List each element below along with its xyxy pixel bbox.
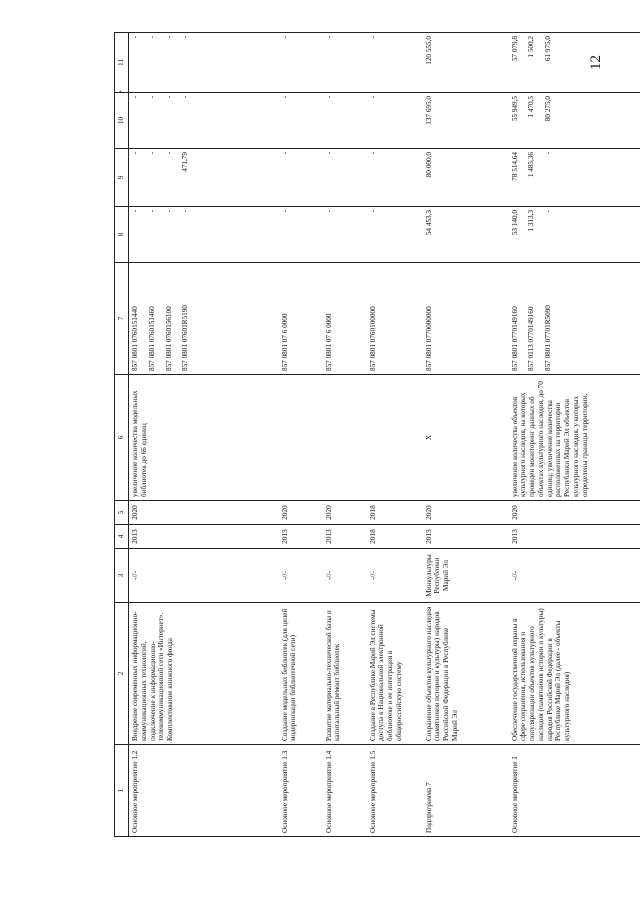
cell-c7 xyxy=(323,263,367,375)
cell-c1: Основное мероприятие 1 xyxy=(509,745,640,837)
cell-value: - xyxy=(164,152,173,155)
cell-value: - xyxy=(131,152,139,155)
cell-value: - xyxy=(131,210,139,213)
cell-value: 1 500,2 xyxy=(527,36,536,58)
cell-value: 857 0801 0760156100 xyxy=(164,306,173,371)
cell-c10 xyxy=(129,93,279,149)
cell-c3: -//- xyxy=(367,549,423,603)
cell-value: - xyxy=(131,36,139,39)
cell-value: 120 555,0 xyxy=(424,36,433,65)
cell-c6 xyxy=(367,375,423,501)
cell-value: - xyxy=(181,210,190,213)
cell-c1: Основное мероприятие 1.2 xyxy=(129,745,279,837)
cell-value: - xyxy=(280,152,289,155)
cell-c10 xyxy=(509,93,640,149)
page-mark: . xyxy=(119,84,122,95)
table-row xyxy=(509,33,640,837)
cell-value: - xyxy=(368,210,377,213)
cell-c9 xyxy=(423,149,509,207)
cell-value: - xyxy=(368,152,377,155)
cell-value: 54 453,3 xyxy=(424,210,433,236)
column-header: 10 xyxy=(115,93,129,149)
table-row xyxy=(129,33,279,837)
cell-c6 xyxy=(279,375,323,501)
cell-c4: 2013 xyxy=(279,525,323,549)
cell-c7 xyxy=(367,263,423,375)
cell-value: 57 079,8 xyxy=(510,36,519,62)
cell-value: 78 514,64 xyxy=(510,152,519,181)
cell-c2: Внедрение современных информационно-коммуникационных технологий, подключение к информационно-телекоммуникационной сети «Интернет». Комплектование книжного фонда xyxy=(129,603,279,745)
cell-c9 xyxy=(323,149,367,207)
cell-c7 xyxy=(279,263,323,375)
column-number-row xyxy=(115,33,129,837)
cell-value: - xyxy=(164,36,173,39)
cell-c3: -//- xyxy=(323,549,367,603)
cell-value: 61 975,0 xyxy=(544,36,553,62)
cell-value: - xyxy=(181,36,190,39)
cell-c6 xyxy=(323,375,367,501)
cell-value: - xyxy=(164,96,173,99)
cell-c10 xyxy=(279,93,323,149)
cell-value: 857 0801 0770000000 xyxy=(424,306,433,371)
cell-value: - xyxy=(147,96,156,99)
cell-value: - xyxy=(324,36,333,39)
cell-value: 857 0801 0770149160 xyxy=(510,306,519,371)
cell-value: 55 949,5 xyxy=(510,96,519,122)
cell-c6: Х xyxy=(423,375,509,501)
cell-c10 xyxy=(367,93,423,149)
cell-c4: 2013 xyxy=(323,525,367,549)
cell-value: - xyxy=(147,152,156,155)
cell-c11 xyxy=(129,33,279,93)
cell-value: - xyxy=(181,96,190,99)
cell-c9 xyxy=(367,149,423,207)
cell-c11 xyxy=(509,33,640,93)
cell-value: 53 140,0 xyxy=(510,210,519,236)
cell-c4: 2013 xyxy=(423,525,509,549)
cell-value: 80 275,0 xyxy=(544,96,553,122)
cell-value: 1 470,5 xyxy=(527,96,536,118)
cell-c5: 2020 xyxy=(279,501,323,525)
cell-c10 xyxy=(323,93,367,149)
cell-c4: 2013 xyxy=(129,525,279,549)
table-row xyxy=(279,33,323,837)
cell-c9 xyxy=(279,149,323,207)
cell-c5: 2020 xyxy=(423,501,509,525)
program-table-sheet xyxy=(114,33,589,837)
cell-c2: Создание в Республике Марий Эл системы доступа к Национальной электронной библиотеке и ее интеграция в общероссийскую систему xyxy=(367,603,423,745)
column-header: 5 xyxy=(115,501,129,525)
cell-c2: Развитие материально-технической базы и капитальный ремонт библиотек xyxy=(323,603,367,745)
cell-c5: 2020 xyxy=(509,501,640,525)
page-number: 12 xyxy=(588,55,604,70)
column-header: 8 xyxy=(115,207,129,263)
cell-c5: 2020 xyxy=(323,501,367,525)
cell-c11 xyxy=(367,33,423,93)
cell-value: 857 0801 0760151460 xyxy=(147,306,156,371)
cell-value: 1 313,3 xyxy=(527,210,536,232)
cell-c11 xyxy=(279,33,323,93)
column-header: 7 xyxy=(115,263,129,375)
cell-value: 857 0801 07 6 0000 xyxy=(324,313,333,371)
program-table xyxy=(114,32,640,837)
cell-value: - xyxy=(544,210,553,213)
cell-c7 xyxy=(129,263,279,375)
table-body xyxy=(129,33,640,837)
column-header: 1 xyxy=(115,745,129,837)
cell-value: - xyxy=(280,210,289,213)
cell-c7 xyxy=(509,263,640,375)
cell-c6: увеличение количества модельных библиотек до 66 единиц xyxy=(129,375,279,501)
cell-value: 471,79 xyxy=(181,152,190,172)
cell-c9 xyxy=(129,149,279,207)
cell-c11 xyxy=(423,33,509,93)
cell-value: - xyxy=(324,96,333,99)
cell-c11 xyxy=(323,33,367,93)
cell-value: 857 0801 0760100000 xyxy=(368,306,377,371)
cell-c1: Основное мероприятие 1.3 xyxy=(279,745,323,837)
cell-value: 1 485,36 xyxy=(527,152,536,178)
cell-c8 xyxy=(509,207,640,263)
cell-value: - xyxy=(368,36,377,39)
cell-c7 xyxy=(423,263,509,375)
cell-c3: Минкультуры Республики Марий Эл xyxy=(423,549,509,603)
cell-c4: 2013 xyxy=(509,525,640,549)
cell-c2: Создание модельных библиотек (для целей модернизации библиотечной сети) xyxy=(279,603,323,745)
column-header: 4 xyxy=(115,525,129,549)
cell-c3: -//- xyxy=(129,549,279,603)
cell-c5: 2020 xyxy=(129,501,279,525)
cell-value: - xyxy=(147,36,156,39)
cell-value: - xyxy=(164,210,173,213)
cell-c8 xyxy=(129,207,279,263)
cell-value: - xyxy=(324,210,333,213)
cell-c8 xyxy=(423,207,509,263)
cell-c9 xyxy=(509,149,640,207)
column-header: 9 xyxy=(115,149,129,207)
cell-value: - xyxy=(280,36,289,39)
cell-value: - xyxy=(280,96,289,99)
cell-value: 857 0801 07 6 0000 xyxy=(280,313,289,371)
cell-c2: Сохранение объектов культурного наследия (памятников истории и культуры) народов Российской Федерации в Республике Марий Эл xyxy=(423,603,509,745)
cell-value: 137 695,0 xyxy=(424,96,433,125)
cell-value: - xyxy=(147,210,156,213)
cell-c8 xyxy=(279,207,323,263)
cell-c10 xyxy=(423,93,509,149)
column-header: 2 xyxy=(115,603,129,745)
cell-value: 857 0801 07601R5190 xyxy=(181,305,190,371)
column-header: 6 xyxy=(115,375,129,501)
cell-value: - xyxy=(544,152,553,155)
cell-value: 80 000,0 xyxy=(424,152,433,178)
cell-c1: Основное мероприятие 1.5 xyxy=(367,745,423,837)
cell-c3: -//- xyxy=(279,549,323,603)
table-row xyxy=(367,33,423,837)
cell-value: - xyxy=(131,96,139,99)
cell-c3: -//- xyxy=(509,549,640,603)
cell-c2: Обеспечение государственной охраны в сфере сохранения, использования и популяризации объектов культурного наследия (памятников истории и культуры) народов Российской Федерации в Республике Марий Эл (далее - объекты культурного наследия) xyxy=(509,603,640,745)
table-row xyxy=(323,33,367,837)
cell-c8 xyxy=(323,207,367,263)
column-header: 11 xyxy=(115,33,129,93)
cell-value: - xyxy=(324,152,333,155)
cell-value: 857 0801 0760151440 xyxy=(131,306,139,371)
cell-value: 857 0113 0770149160 xyxy=(527,306,536,371)
cell-c1: Основное мероприятие 1.4 xyxy=(323,745,367,837)
table-row xyxy=(423,33,509,837)
cell-value: 857 0801 07701R5090 xyxy=(544,305,553,371)
column-header: 3 xyxy=(115,549,129,603)
cell-c1: Подпрограмма 7 xyxy=(423,745,509,837)
cell-value: - xyxy=(368,96,377,99)
cell-c4: 2018 xyxy=(367,525,423,549)
cell-c5: 2018 xyxy=(367,501,423,525)
cell-c6: увеличение количества объектов культурного наследия, на которых проведен мониторинг данных об объектах культурного наследия, до 70 единиц; увеличение количества расположенных на территории Республики Марий Эл объектов культурного наследия, у которых определены границы территории, xyxy=(509,375,640,501)
cell-c8 xyxy=(367,207,423,263)
